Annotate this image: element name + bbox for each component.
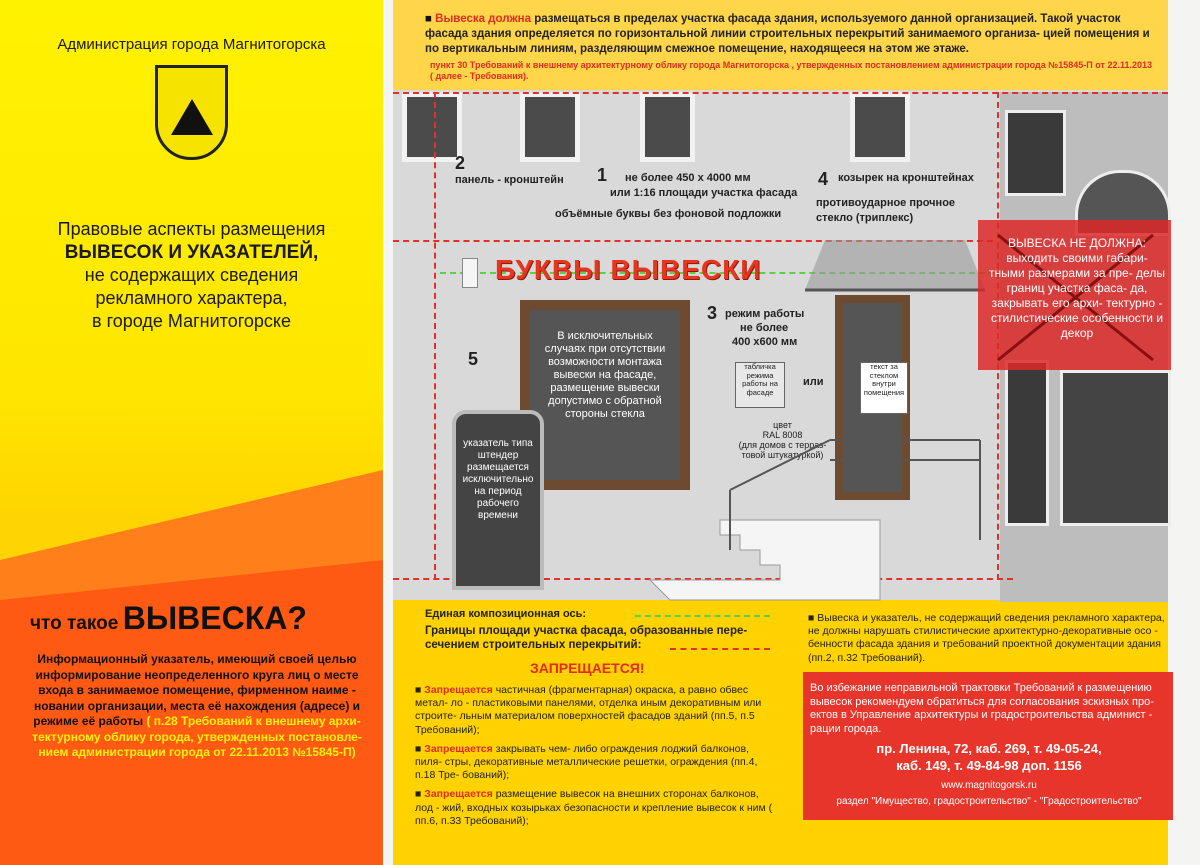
forbidden-heading: ЗАПРЕЩАЕТСЯ! (530, 660, 645, 676)
bounds-label: Границы площади участка фасада, образованные пере- сечением строительных перекрытий: (425, 625, 748, 651)
label-text: режим работы (725, 308, 805, 320)
contacts (810, 740, 1168, 774)
forbidden-text (988, 236, 1166, 341)
website-link[interactable]: www.magnitogorsk.ru (941, 780, 1037, 791)
header-body: размещаться в пределах участка фасада здания, используемого данной организацией. Такой участок фасада здания определяется по горизонтальной линии строительных перекрытий занимаемого организа- цией помещения и по вертикальным линиям, разделяющим смежное помещение, находящееся на этом же этаже. (425, 13, 1150, 55)
label-number: 2 (455, 153, 466, 173)
definition-text: Информационный указатель, имеющий своей целью информирование неопределенного круга лиц о месте входа в занимаемое помещение, фирменном наиме - новании организации, места её нахождения (адресе) и режиме её работы (33, 652, 361, 728)
label-number: 3 (707, 303, 718, 323)
glass-plate: текст за стеклом внутри помещения (860, 362, 908, 414)
label-text: не более (740, 322, 789, 334)
forbidden-item: ■ Запрещается закрывать чем- либо ограждения лоджий балконов, пиля- стры, декоративные металлические решетки, ограждения (пп.4, п.18 Тре- бований); (415, 742, 758, 782)
forbidden-item-lead: Запрещается (424, 742, 493, 755)
title-line: в городе Магнитогорске (92, 311, 291, 331)
style-note: ■ Вывеска и указатель, не содержащий сведения рекламного характера, не должны нарушать стилистические архитектурно-декоративные осо - бенности фасада здания и требований проектной документации здания (пп.2, п.32 Требований). (808, 612, 1165, 664)
or-label: или (803, 376, 824, 388)
entrance-stairs (640, 430, 1000, 610)
boundary-line (434, 92, 436, 580)
forbidden-item-text: закрывать чем- либо ограждения лоджий балконов, пиля- стры, декоративные металлические решетки, ограждения (пп.4, п.18 Тре- бований); (415, 742, 758, 782)
bracket-panel (462, 258, 478, 288)
website-section: раздел "Имущество, градостроительство" - "Градостроительство" (836, 796, 1142, 807)
forbidden-item: ■ Запрещается размещение вывесок на внешних сторонах балконов, лод - жий, входных козырьках безопасности и крепление вывесок к ним ( пп.6, п.33 Требований); (415, 788, 773, 827)
title-line: Правовые аспекты размещения (57, 219, 326, 239)
stand-note: указатель типа штендер размещается исключительно на период рабочего времени (462, 438, 534, 521)
label-text: не более 450 х 4000 мм (625, 172, 751, 184)
hours-plate: табличка режима работы на фасаде (735, 362, 785, 408)
shop-window (1060, 370, 1171, 526)
forbidden-title: ВЫВЕСКА НЕ ДОЛЖНА: (1008, 236, 1146, 250)
label-text: стекло (триплекс) (816, 212, 914, 224)
forbidden-item-text: частичная (фрагментарная) окраска, а равно обвес метал- ло - пластиковыми панелями, отделка иным декоративным или строите- льным материалом поверхностей фасадов зданий (пп.5, п.5 Требований); (415, 684, 762, 736)
label-text: или 1:16 площади участка фасада (610, 187, 798, 199)
color-label: цвет (773, 420, 792, 430)
window-note: В исключительных случаях при отсутствии возможности монтажа вывески на фасаде, размещение вывески допустимо с обратной стороны стекла (544, 330, 666, 420)
title-line: рекламного характера, (95, 288, 288, 308)
axis-label: Единая композиционная ось: (425, 608, 587, 620)
color-detail: (для домов с терраз- товой штукатуркой) (738, 440, 827, 460)
label-number: 5 (468, 349, 479, 369)
advice-text: Во избежание неправильной трактовки Требований к размещению вывесок рекомендуем обратиться для согласования эскизных про- ектов в Управление архитектуры и градостроительства админист - рации города. (810, 682, 1154, 735)
header-lead: Вывеска должна (435, 13, 532, 25)
sign-letters: БУКВЫ ВЫВЕСКИ (495, 254, 762, 285)
forbidden-item-lead: Запрещается (424, 788, 493, 801)
label-text: панель - кронштейн (455, 174, 564, 186)
title-line: не содержащих сведения (84, 265, 299, 285)
upper-window (640, 92, 695, 162)
forbidden-item: ■ Запрещается частичная (фрагментарная) окраска, а равно обвес метал- ло - пластиковыми панелями, отделка иным декоративным или строите- льным материалом поверхностей фасадов зданий (пп.5, п.5 Требований); (415, 684, 762, 736)
header-text (425, 12, 1160, 57)
label-text: объёмные буквы без фоновой подложки (555, 208, 782, 220)
definition (28, 652, 366, 761)
header-ref: пункт 30 Требований к внешнему архитектурному облику города Магнитогорска , утвержденных постановлением администрации города №15845-П от 22.11.2013 ( далее - Требования). (430, 60, 1153, 81)
address-line: пр. Ленина, 72, каб. 269, т. 49-05-24, (876, 741, 1102, 756)
org-name: Администрация города Магнитогорска (57, 36, 326, 53)
bounds-legend-line (670, 648, 770, 650)
forbidden-list (415, 684, 775, 828)
question-small: что такое (30, 613, 119, 634)
axis-legend-line (635, 615, 770, 617)
forbidden-item-lead: Запрещается (424, 684, 493, 696)
city-crest-icon (155, 65, 228, 160)
label-number: 1 (597, 165, 608, 185)
upper-window (850, 92, 910, 162)
question-heading (30, 600, 370, 637)
leaflet-title (0, 218, 383, 333)
upper-window (402, 92, 462, 162)
forbidden-body: выходить своими габари- тными размерами за пре- делы границ участка фаса- да, закрывать его архи- тектурно - стилистические особенности и декор (989, 251, 1165, 340)
label-number: 4 (818, 169, 829, 189)
stained-window (1005, 360, 1049, 526)
boundary-line (393, 92, 1168, 94)
canopy (795, 230, 995, 300)
label-text: козырек на кронштейнах (838, 172, 974, 184)
label-text: 400 х600 мм (732, 336, 798, 348)
title-line-bold: ВЫВЕСОК И УКАЗАТЕЛЕЙ, (64, 242, 319, 263)
header-bullet: ■ (425, 13, 436, 25)
question-big: ВЫВЕСКА? (122, 600, 307, 636)
stained-window (1005, 110, 1066, 196)
upper-window (520, 92, 580, 162)
left-panel (0, 0, 383, 865)
definition-ref: ( п.28 Требований к внешнему архи- тектурному облику города, утвержденных постановле- нием администрации города от 22.11.2013 №15845-П) (32, 714, 362, 759)
style-note-text: Вывеска и указатель, не содержащий сведения рекламного характера, не должны нарушать стилистические архитектурно-декоративные осо - бенности фасада здания и требований проектной документации здания (пп.2, п.32 Требований). (808, 612, 1165, 664)
label-text: противоударное прочное (816, 197, 956, 209)
forbidden-item-text: размещение вывесок на внешних сторонах балконов, лод - жий, входных козырьках безопасности и крепление вывесок к ним ( пп.6, п.33 Требований); (415, 788, 773, 827)
address-line: каб. 149, т. 49-84-98 доп. 1156 (896, 758, 1082, 773)
color-code: RAL 8008 (762, 430, 803, 440)
